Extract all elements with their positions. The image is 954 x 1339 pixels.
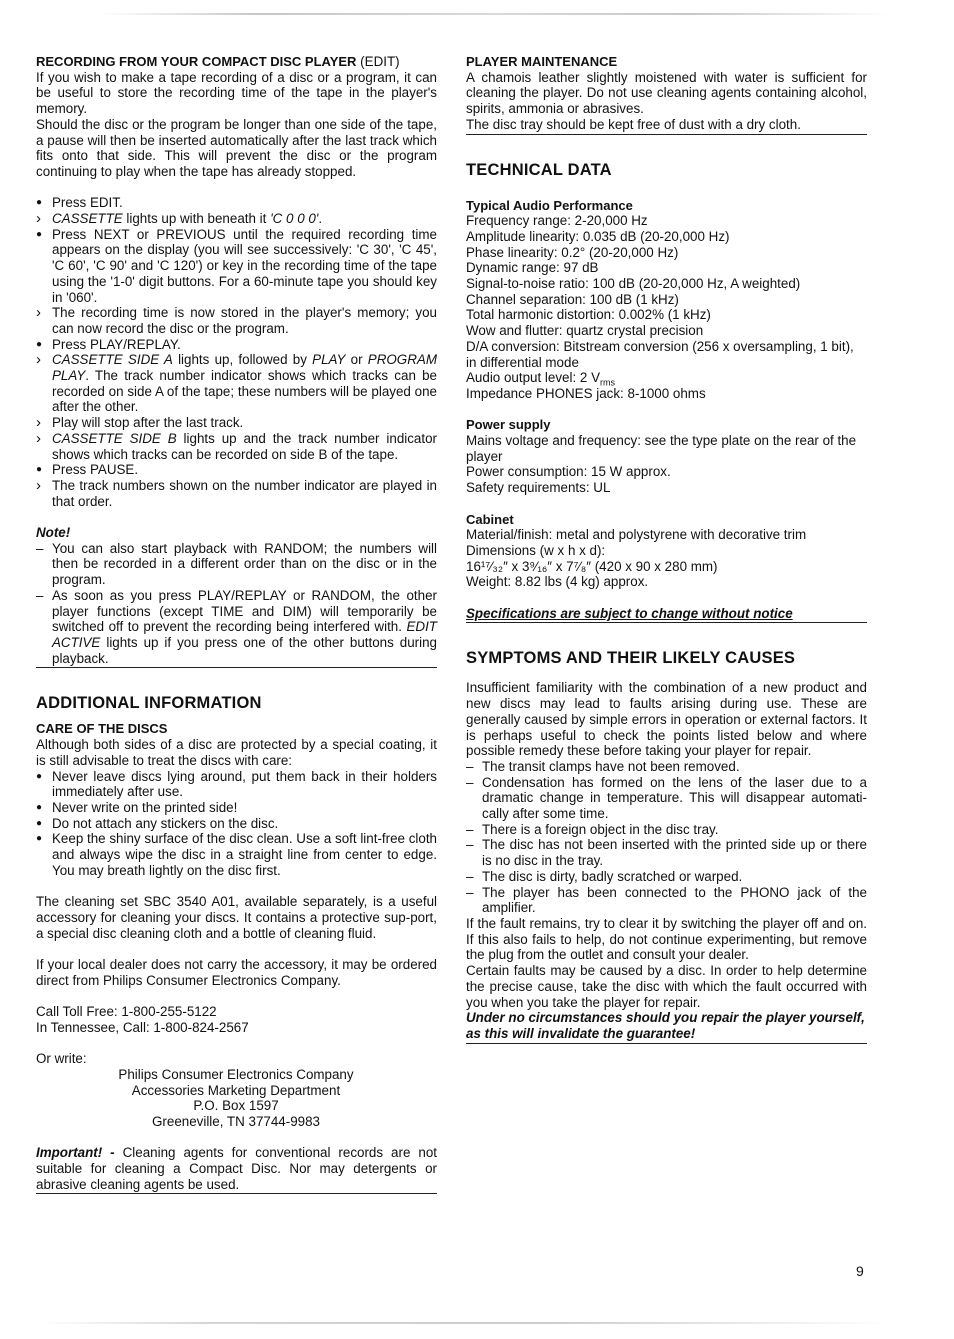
- care-item: ● Never leave discs lying around, put them back in their holders immediately after use.: [36, 769, 437, 800]
- address-line: Accessories Marketing Department: [131, 1082, 341, 1098]
- step-result: › Play will stop after the last track.: [36, 415, 437, 431]
- symptoms-intro: Insufficient familiarity with the combination of a new product and new discs may lead to faults arising during use. These are generally caused by simple errors in operation or external factors. It is perhaps useful to check the points listed below and where possible remedy these before taking your player for repair.: [466, 680, 867, 759]
- causes-list: [466, 759, 867, 916]
- spec-line: Dynamic range: 97 dB: [466, 260, 599, 276]
- step-result: › CASSETTE SIDE A lights up, followed by PLAY or PROGRAM PLAY. The track number indicator shows which tracks can be recorded on side A of the tape; these numbers will be played one after the other.: [36, 352, 437, 415]
- note-item: – As soon as you press PLAY/REPLAY or RANDOM, the other player functions (except TIME and DIM) will temporarily be switched off to prevent the recording being interfered with. EDIT ACTIVE lights up if you press one of the other buttons during playback.: [36, 588, 437, 667]
- cause-item: – The disc has not been inserted with the printed side up or there is no disc in the tray.: [466, 837, 867, 868]
- note-block: [36, 541, 437, 669]
- notice-block: [466, 606, 867, 624]
- step-item: ● Press EDIT.: [36, 195, 437, 211]
- cabinet-heading: Cabinet: [466, 511, 514, 527]
- recording-para-1: If you wish to make a tape recording of a disc or a program, it can be useful to store the recording time of the tape in the player's memory.: [36, 69, 437, 117]
- care-heading: CARE OF THE DISCS: [36, 721, 168, 737]
- step-item: ● Press PLAY/REPLAY.: [36, 337, 437, 353]
- symptoms-heading: SYMPTOMS AND THEIR LIKELY CAUSES: [466, 649, 796, 668]
- recording-heading: RECORDING FROM YOUR COMPACT DISC PLAYER (EDIT): [36, 54, 400, 69]
- fault-remains-para: If the fault remains, try to clear it by switching the player off and on. If this also fails to help, do not continue experimenting, but remove the plug from the outlet and consult your dealer.: [466, 916, 867, 963]
- spec-notice: Specifications are subject to change without notice: [466, 605, 793, 621]
- spec-line: Dimensions (w x h x d):: [466, 542, 606, 558]
- right-column: [466, 54, 867, 1044]
- scan-artifact-bottom: [40, 1322, 890, 1324]
- spec-line: Frequency range: 2-20,000 Hz: [466, 213, 648, 229]
- maintenance-heading: PLAYER MAINTENANCE: [466, 54, 618, 69]
- cause-item: – The player has been connected to the PHONO jack of the amplifier.: [466, 885, 867, 916]
- care-item: ● Never write on the printed side!: [36, 800, 437, 816]
- step-item: ● Press NEXT or PREVIOUS until the required recording time appears on the display (you will see successively: 'C 30', 'C 45', 'C 60', 'C 90' and 'C 120') or key in the recording time of the tape using the '1-0' digit buttons. For a 60-minute tape you should key in '060'.: [36, 227, 437, 306]
- spec-line: Weight: 8.82 lbs (4 kg) approx.: [466, 574, 649, 590]
- spec-line: Safety requirements: UL: [466, 480, 611, 496]
- page-number: 9: [856, 1263, 864, 1279]
- spec-line: Impedance PHONES jack: 8-1000 ohms: [466, 385, 706, 401]
- cause-item: – The disc is dirty, badly scratched or warped.: [466, 869, 867, 885]
- spec-line: Signal-to-noise ratio: 100 dB (20-20,000 Hz, A weighted): [466, 276, 801, 292]
- mailing-address: [36, 1067, 436, 1130]
- toll-free-line: Call Toll Free: 1-800-255-5122: [36, 1004, 217, 1019]
- spec-line: Total harmonic distortion: 0.002% (1 kHz): [466, 307, 711, 323]
- step-result: › CASSETTE lights up with beneath it 'C 0 0 0'.: [36, 211, 437, 227]
- important-block: Important! - Cleaning agents for conventional records are not suitable for cleaning a Compact Disc. Nor may detergents or abrasive cleaning agents be used.: [36, 1145, 437, 1194]
- maintenance-para-2: The disc tray should be kept free of dust with a dry cloth.: [466, 116, 801, 132]
- spec-line: Phase linearity: 0.2° (20-20,000 Hz): [466, 244, 679, 260]
- tennessee-line: In Tennessee, Call: 1-800-824-2567: [36, 1019, 249, 1035]
- or-write-line: Or write:: [36, 1051, 87, 1067]
- spec-line: Wow and flutter: quartz crystal precision: [466, 323, 704, 339]
- scan-artifact-top: [100, 13, 890, 15]
- maintenance-block: [466, 70, 867, 135]
- dealer-para: If your local dealer does not carry the accessory, it may be ordered direct from Philips Consumer Electronics Company.: [36, 956, 437, 988]
- spec-line: Amplitude linearity: 0.035 dB (20-20,000 Hz): [466, 228, 730, 244]
- step-result: › The track numbers shown on the number indicator are played in that order.: [36, 478, 437, 509]
- left-column: [36, 54, 437, 1194]
- spec-line: D/A conversion: Bitstream conversion (256 x oversampling, 1 bit), in differential mode: [466, 338, 854, 370]
- cause-item: – The transit clamps have not been removed.: [466, 759, 867, 775]
- audio-performance-heading: Typical Audio Performance: [466, 197, 633, 213]
- note-label: Note!: [36, 525, 71, 541]
- note-item: – You can also start playback with RANDOM; the numbers will then be recorded in a different order than on the disc or in the program.: [36, 541, 437, 588]
- care-list: [36, 769, 437, 879]
- address-line: P.O. Box 1597: [193, 1098, 279, 1114]
- warning-text: Under no circumstances should you repair the player yourself, as this will invalidate the guarantee!: [466, 1010, 865, 1041]
- step-item: ● Press PAUSE.: [36, 462, 437, 478]
- address-line: Philips Consumer Electronics Company: [118, 1066, 354, 1082]
- spec-line: Power consumption: 15 W approx.: [466, 464, 671, 480]
- cleaning-set-para: The cleaning set SBC 3540 A01, available separately, is a useful accessory for cleaning your discs. It contains a protective sup-port, a special disc cleaning cloth and a bottle of cleaning fluid.: [36, 894, 437, 941]
- spec-line: Channel separation: 100 dB (1 kHz): [466, 291, 679, 307]
- spec-line: Mains voltage and frequency: see the type plate on the rear of the player: [466, 433, 857, 464]
- technical-data-heading: TECHNICAL DATA: [466, 160, 612, 179]
- additional-info-heading: ADDITIONAL INFORMATION: [36, 694, 262, 713]
- recording-para-2: Should the disc or the program be longer than one side of the tape, a pause will then be inserted automatically after the last track which fits onto that side. This will prevent the disc or the program continuing to play when the tape has already stopped.: [36, 116, 437, 179]
- step-result: › CASSETTE SIDE B lights up and the track number indicator shows which tracks can be recorded on side B of the tape.: [36, 431, 437, 462]
- care-intro: Although both sides of a disc are protected by a special coating, it is still advisable to treat the discs with care:: [36, 737, 437, 768]
- spec-line: Material/finish: metal and polystyrene with decorative trim: [466, 527, 807, 543]
- cause-item: – There is a foreign object in the disc tray.: [466, 822, 867, 838]
- step-result: › The recording time is now stored in the player's memory; you can now record the disc or the program.: [36, 305, 437, 336]
- spec-line: 16¹⁷⁄₃₂″ x 3⁹⁄₁₆″ x 7⁷⁄₈″ (420 x 90 x 280 mm): [466, 558, 718, 574]
- certain-faults-para: Certain faults may be caused by a disc. In order to help determine the precise cause, take the disc with which the fault occurred with you when you take the player for repair.: [466, 963, 867, 1010]
- warning-block: [466, 1010, 867, 1043]
- spec-line: Audio output level: 2 $V_{rms}$: [466, 370, 615, 388]
- maintenance-para: A chamois leather slightly moistened with water is sufficient for cleaning the player. Do not use cleaning agents containing alcohol, spirits, ammonia or abrasives.: [466, 69, 867, 117]
- care-item: ● Keep the shiny surface of the disc clean. Use a soft lint-free cloth and always wipe the disc in a straight line from center to edge. You may breath lightly on the disc first.: [36, 831, 437, 878]
- care-item: ● Do not attach any stickers on the disc.: [36, 816, 437, 832]
- cause-item: – Condensation has formed on the lens of the laser due to a dramatic change in temperature. This will disappear automati-cally after some time.: [466, 775, 867, 822]
- important-label: Important! -: [36, 1145, 115, 1161]
- address-line: Greeneville, TN 37744-9983: [152, 1113, 320, 1129]
- recording-steps: [36, 195, 437, 509]
- power-supply-heading: Power supply: [466, 417, 551, 433]
